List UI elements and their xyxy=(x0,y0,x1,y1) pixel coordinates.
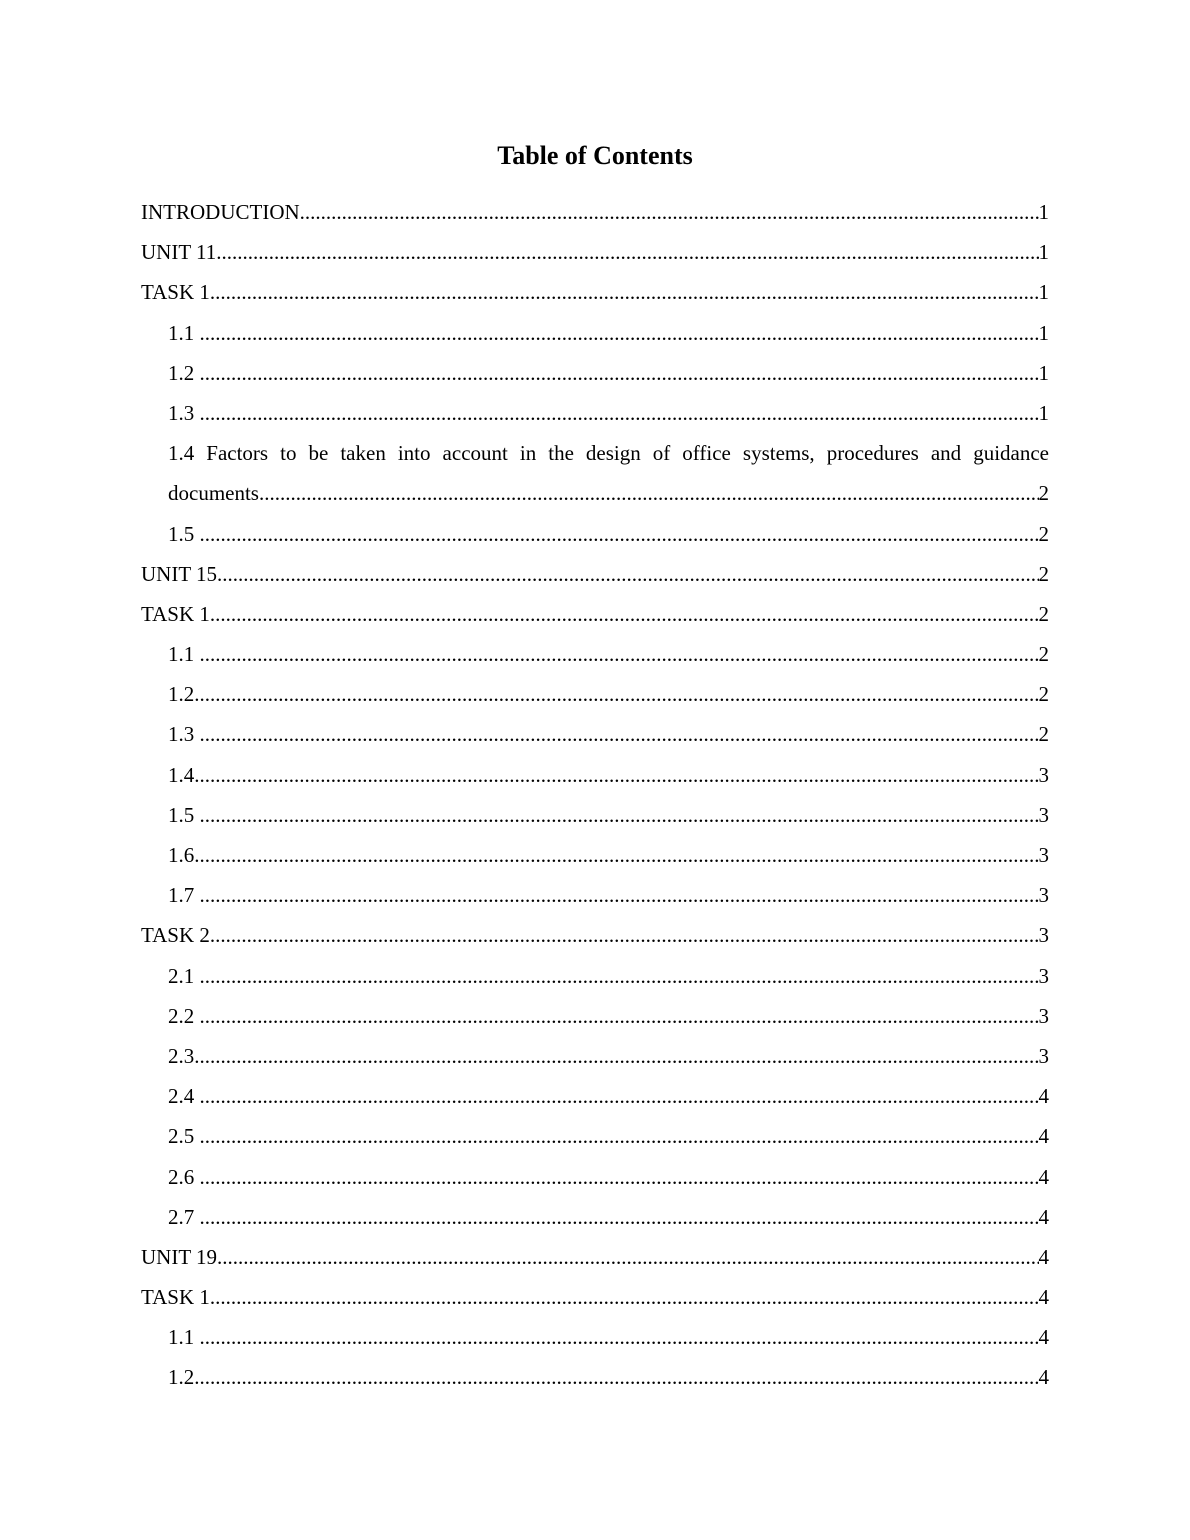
toc-entry-label: 1.3 xyxy=(168,400,200,425)
toc-page-number: 4 xyxy=(1038,1164,1049,1189)
toc-entry[interactable] xyxy=(168,1116,1049,1156)
toc-entry-label: 1.1 xyxy=(168,320,200,345)
toc-page-number: 2 xyxy=(1038,682,1049,707)
toc-page-number: 3 xyxy=(1038,1003,1049,1028)
toc-dot-leader xyxy=(200,514,1039,554)
toc-page-number: 1 xyxy=(1038,200,1049,224)
toc-entry[interactable] xyxy=(168,433,1049,513)
toc-page-number: 1 xyxy=(1038,240,1049,265)
toc-page-number: 4 xyxy=(1038,1204,1049,1229)
toc-entry[interactable] xyxy=(168,674,1049,714)
toc-page-number: 4 xyxy=(1038,1325,1049,1350)
toc-entry-line xyxy=(168,1116,1049,1156)
toc-entry[interactable] xyxy=(168,1157,1049,1197)
toc-entry[interactable] xyxy=(141,915,1049,955)
toc-entry-label: 1.1 xyxy=(168,642,200,667)
toc-entry-line xyxy=(168,313,1049,353)
toc-entry-line xyxy=(168,1317,1049,1357)
toc-entry-label: 2.3 xyxy=(168,1043,195,1068)
toc-entry[interactable] xyxy=(168,634,1049,674)
toc-entry-line xyxy=(141,232,1049,272)
toc-page-number: 4 xyxy=(1038,1285,1049,1310)
toc-entry-label: 1.7 xyxy=(168,883,200,908)
toc-entry-label: TASK 1 xyxy=(141,1285,210,1310)
toc-dot-leader xyxy=(194,674,1038,714)
toc-entry[interactable] xyxy=(168,835,1049,875)
toc-page-number: 3 xyxy=(1038,963,1049,988)
toc-entry[interactable] xyxy=(168,956,1049,996)
toc-entry[interactable] xyxy=(168,755,1049,795)
toc-page-number: 1 xyxy=(1038,280,1049,305)
toc-dot-leader xyxy=(200,1157,1039,1197)
toc-entry[interactable] xyxy=(168,1357,1049,1397)
toc-entry[interactable] xyxy=(168,313,1049,353)
toc-entry-line xyxy=(168,353,1049,393)
toc-entry-line xyxy=(168,755,1049,795)
toc-entry-label: UNIT 19 xyxy=(141,1244,218,1269)
toc-entry-label: 1.4 xyxy=(168,762,195,787)
toc-dot-leader xyxy=(216,232,1038,272)
toc-entry-label-line1: 1.4 Factors to be taken into account in the design of office systems, procedures and guidance xyxy=(168,441,1049,466)
toc-entry-line xyxy=(141,554,1049,594)
toc-page-number: 2 xyxy=(1038,481,1049,506)
toc-entry-line xyxy=(168,393,1049,433)
toc-dot-leader xyxy=(200,1116,1039,1156)
toc-entry[interactable] xyxy=(141,1277,1049,1317)
toc-page-number: 3 xyxy=(1038,1043,1049,1068)
toc-entry[interactable] xyxy=(168,1197,1049,1237)
toc-dot-leader xyxy=(200,714,1039,754)
toc-page-number: 2 xyxy=(1038,601,1049,626)
toc-entry-label: 2.7 xyxy=(168,1204,200,1229)
page-title: Table of Contents xyxy=(497,141,693,170)
toc-list xyxy=(141,192,1049,1398)
toc-page-number: 2 xyxy=(1038,521,1049,546)
toc-entry-line xyxy=(168,1036,1049,1076)
toc-dot-leader xyxy=(200,795,1039,835)
toc-entry-label: UNIT 11 xyxy=(141,240,217,265)
toc-entry-line xyxy=(168,835,1049,875)
toc-page-number: 1 xyxy=(1038,400,1049,425)
toc-entry-label: documents xyxy=(168,481,259,506)
toc-dot-leader xyxy=(200,393,1039,433)
toc-page-number: 3 xyxy=(1038,883,1049,908)
toc-entry[interactable] xyxy=(141,1237,1049,1277)
toc-page-number: 4 xyxy=(1038,1124,1049,1149)
toc-entry-line xyxy=(168,514,1049,554)
toc-page-number: 3 xyxy=(1038,762,1049,787)
toc-entry-label: UNIT 15 xyxy=(141,561,218,586)
toc-entry-label: 2.2 xyxy=(168,1003,200,1028)
toc-dot-leader xyxy=(210,594,1039,634)
toc-entry-label: 1.2 xyxy=(168,360,200,385)
toc-page-number: 4 xyxy=(1038,1084,1049,1109)
toc-page-number: 2 xyxy=(1038,642,1049,667)
toc-entry-line xyxy=(168,1357,1049,1397)
toc-dot-leader xyxy=(200,996,1039,1036)
toc-entry-line xyxy=(141,1237,1049,1277)
toc-page-number: 4 xyxy=(1038,1244,1049,1269)
toc-entry-line xyxy=(141,915,1049,955)
toc-entry-line xyxy=(168,1076,1049,1116)
toc-page-number: 3 xyxy=(1038,843,1049,868)
toc-dot-leader xyxy=(194,1357,1038,1397)
toc-dot-leader xyxy=(200,313,1039,353)
toc-entry[interactable] xyxy=(141,594,1049,634)
toc-entry-label: 1.6 xyxy=(168,843,195,868)
toc-dot-leader xyxy=(210,1277,1039,1317)
toc-entry-label: 1.1 xyxy=(168,1325,200,1350)
toc-dot-leader xyxy=(194,835,1038,875)
toc-entry-label: 1.2 xyxy=(168,682,195,707)
toc-dot-leader xyxy=(217,554,1038,594)
toc-dot-leader xyxy=(217,1237,1038,1277)
toc-entry-line xyxy=(141,1277,1049,1317)
toc-dot-leader xyxy=(210,915,1039,955)
toc-entry[interactable] xyxy=(168,1036,1049,1076)
toc-entry-label: 1.5 xyxy=(168,802,200,827)
toc-entry[interactable] xyxy=(168,996,1049,1036)
toc-entry-label: INTRODUCTION xyxy=(141,200,300,224)
toc-entry-line xyxy=(168,996,1049,1036)
toc-entry[interactable] xyxy=(168,393,1049,433)
toc-entry[interactable] xyxy=(168,514,1049,554)
toc-entry-line xyxy=(168,1197,1049,1237)
toc-dot-leader xyxy=(200,956,1039,996)
toc-dot-leader xyxy=(200,353,1039,393)
toc-entry-line xyxy=(168,875,1049,915)
toc-entry-line xyxy=(141,594,1049,634)
toc-entry-line xyxy=(168,1157,1049,1197)
toc-entry-label: 2.4 xyxy=(168,1084,200,1109)
toc-entry-line xyxy=(168,956,1049,996)
toc-entry-label: 2.6 xyxy=(168,1164,200,1189)
toc-page-number: 2 xyxy=(1038,561,1049,586)
toc-page-number: 2 xyxy=(1038,722,1049,747)
toc-dot-leader xyxy=(194,755,1038,795)
toc-entry[interactable] xyxy=(168,795,1049,835)
toc-dot-leader xyxy=(200,634,1039,674)
toc-dot-leader xyxy=(200,1317,1039,1357)
toc-dot-leader xyxy=(210,272,1039,312)
toc-dot-leader xyxy=(259,473,1039,513)
toc-entry-label: 2.1 xyxy=(168,963,200,988)
toc-entry[interactable] xyxy=(168,353,1049,393)
toc-entry[interactable] xyxy=(141,272,1049,312)
toc-dot-leader xyxy=(200,1197,1039,1237)
toc-entry[interactable] xyxy=(168,714,1049,754)
toc-entry-label: 1.3 xyxy=(168,722,200,747)
toc-page-number: 1 xyxy=(1038,360,1049,385)
toc-entry-line xyxy=(141,272,1049,312)
toc-entry[interactable] xyxy=(168,875,1049,915)
toc-entry-line xyxy=(141,192,1049,232)
toc-entry-label: TASK 2 xyxy=(141,923,210,948)
toc-page-number: 3 xyxy=(1038,923,1049,948)
toc-entry-label: TASK 1 xyxy=(141,280,210,305)
toc-page-number: 4 xyxy=(1038,1365,1049,1390)
toc-entry-line xyxy=(168,714,1049,754)
toc-entry-label: TASK 1 xyxy=(141,601,210,626)
toc-dot-leader xyxy=(200,875,1039,915)
toc-entry-line xyxy=(168,473,1049,513)
toc-dot-leader xyxy=(194,1036,1038,1076)
toc-entry-label: 1.5 xyxy=(168,521,200,546)
toc-entry[interactable] xyxy=(141,192,1049,232)
toc-entry[interactable] xyxy=(168,1076,1049,1116)
toc-dot-leader xyxy=(300,192,1039,232)
toc-entry[interactable] xyxy=(141,554,1049,594)
toc-entry-label: 2.5 xyxy=(168,1124,200,1149)
toc-page-number: 1 xyxy=(1038,320,1049,345)
toc-dot-leader xyxy=(200,1076,1039,1116)
toc-entry-line xyxy=(168,795,1049,835)
toc-entry[interactable] xyxy=(141,232,1049,272)
toc-entry-line xyxy=(168,674,1049,714)
toc-entry[interactable] xyxy=(168,1317,1049,1357)
toc-page-number: 3 xyxy=(1038,802,1049,827)
toc-entry-line xyxy=(168,634,1049,674)
toc-entry-label: 1.2 xyxy=(168,1365,195,1390)
